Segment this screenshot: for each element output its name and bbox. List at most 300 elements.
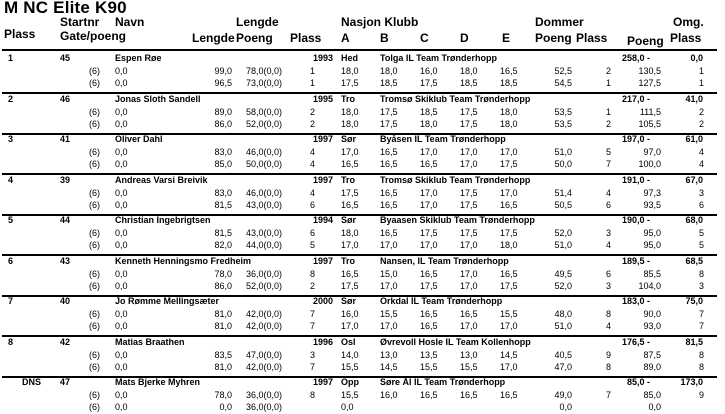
athlete-club: Nansen, IL Team Trønderhopp: [380, 256, 509, 266]
col-a-header: A: [341, 31, 350, 45]
athlete-name: Espen Røe: [115, 53, 162, 63]
round-rank: 7: [698, 321, 704, 331]
judge-d-score: 18,5: [460, 78, 478, 88]
round-rank: 7: [698, 309, 704, 319]
jump-rank: 6: [310, 200, 316, 210]
judge-b-score: 15,5: [380, 309, 398, 319]
judge-c-score: 16,5: [420, 321, 438, 331]
judge-c-score: 15,5: [420, 362, 438, 372]
col-dommer-poeng-header: Poeng: [535, 31, 572, 45]
athlete-points-behind: 68,0: [685, 215, 703, 225]
jump-gate-points: 0,0: [115, 119, 128, 129]
row-divider: [2, 295, 717, 297]
round-points: 130,5: [638, 66, 661, 76]
judge-rank: 9: [606, 350, 612, 360]
athlete-total-points: 85,0 -: [626, 377, 650, 387]
round-points: 111,5: [639, 107, 661, 117]
athlete-rank: 8: [8, 337, 14, 347]
row-divider: [2, 92, 717, 94]
judge-c-score: 17,5: [420, 78, 438, 88]
jump-gate: (6): [89, 200, 100, 210]
judge-c-score: 17,0: [420, 240, 438, 250]
judge-c-score: 17,5: [420, 281, 438, 291]
jump-distance-points: 73,0(0,0): [245, 78, 282, 88]
judge-rank: 7: [606, 390, 612, 400]
judge-d-score: 17,5: [460, 228, 478, 238]
athlete-birth-year: 1997: [313, 175, 334, 185]
round-points: 97,0: [643, 147, 661, 157]
athlete-nation: Hed: [341, 53, 359, 63]
judge-rank: 8: [606, 309, 612, 319]
judge-rank: 4: [606, 321, 612, 331]
jump-rank: 3: [310, 350, 316, 360]
athlete-bib: 39: [60, 175, 71, 185]
col-dommer-header: Dommer: [535, 15, 584, 29]
judge-rank: 4: [606, 188, 612, 198]
jump-gate-points: 0,0: [115, 362, 128, 372]
jump-distance: 81,5: [214, 228, 232, 238]
judge-rank: 1: [606, 107, 612, 117]
judge-rank: 3: [606, 228, 612, 238]
athlete-total-points: 190,0 -: [621, 215, 650, 225]
athlete-bib: 45: [60, 53, 71, 63]
jump-gate-points: 0,0: [115, 281, 128, 291]
athlete-club: Byåsen IL Team Trønderhopp: [380, 134, 506, 144]
round-points: 85,0: [643, 390, 661, 400]
athlete-points-behind: 81,5: [685, 337, 703, 347]
jump-rank: 4: [310, 188, 316, 198]
round-points: 95,0: [643, 228, 661, 238]
judge-c-score: 16,0: [420, 66, 438, 76]
judge-e-score: 18,0: [500, 240, 518, 250]
athlete-club: Tolga IL Team Trønderhopp: [380, 53, 498, 63]
jump-rank: 4: [310, 147, 316, 157]
jump-gate-points: 0,0: [115, 309, 128, 319]
athlete-rank: 7: [8, 296, 14, 306]
col-dommer-plass-header: Plass: [576, 31, 608, 45]
judge-c-score: 13,5: [420, 350, 438, 360]
jump-gate-points: 0,0: [115, 159, 128, 169]
jump-rank: 8: [310, 390, 316, 400]
round-points: 89,0: [643, 362, 661, 372]
athlete-nation: Tro: [341, 94, 356, 104]
jump-distance-points: 52,0(0,0): [245, 119, 282, 129]
judge-d-score: 13,0: [460, 350, 478, 360]
page-title: M NC Elite K90: [4, 0, 127, 17]
round-points: 93,0: [643, 321, 661, 331]
judge-a-score: 18,0: [341, 66, 359, 76]
judge-rank: 6: [606, 200, 612, 210]
athlete-name: Mats Bjerke Myhren: [115, 377, 201, 387]
jump-gate: (6): [89, 228, 100, 238]
judge-d-score: 16,5: [460, 390, 478, 400]
round-rank: 8: [698, 362, 704, 372]
jump-distance: 85,0: [214, 159, 232, 169]
jump-distance-points: 50,0(0,0): [245, 159, 282, 169]
jump-gate: (6): [89, 281, 100, 291]
athlete-name: Matias Braathen: [115, 337, 185, 347]
athlete-rank: 2: [8, 94, 14, 104]
judge-d-score: 17,0: [460, 240, 478, 250]
jump-rank: 2: [310, 119, 316, 129]
athlete-birth-year: 2000: [313, 296, 334, 306]
round-points: 95,0: [643, 240, 661, 250]
col-nasjon-klubb-header: Nasjon Klubb: [341, 15, 419, 29]
jump-distance: 83,5: [214, 350, 232, 360]
judge-a-score: 16,5: [341, 269, 359, 279]
jump-gate-points: 0,0: [115, 66, 128, 76]
col-navn-header: Navn: [115, 15, 145, 29]
jump-distance: 78,0: [214, 269, 232, 279]
judge-d-score: 17,0: [460, 147, 478, 157]
judge-b-score: 17,0: [380, 281, 398, 291]
judge-rank: 2: [606, 66, 612, 76]
jump-gate-points: 0,0: [115, 269, 128, 279]
judge-points: 53,5: [554, 107, 572, 117]
jump-rank: 7: [310, 309, 316, 319]
col-poeng-header: Poeng: [236, 31, 273, 45]
jump-gate: (6): [89, 147, 100, 157]
athlete-bib: 47: [60, 377, 71, 387]
jump-gate: (6): [89, 390, 100, 400]
judge-points: 48,0: [554, 309, 572, 319]
round-points: 85,5: [643, 269, 661, 279]
athlete-rank: 1: [8, 53, 14, 63]
jump-distance: 82,0: [214, 240, 232, 250]
athlete-nation: Sør: [341, 215, 357, 225]
judge-points: 51,0: [554, 321, 572, 331]
athlete-bib: 44: [60, 215, 71, 225]
jump-distance-points: 42,0(0,0): [245, 309, 282, 319]
athlete-club: Byaasen Skiklub Team Trønderhopp: [380, 215, 535, 225]
jump-distance-points: 46,0(0,0): [245, 147, 282, 157]
judge-d-score: 17,5: [460, 200, 478, 210]
jump-distance: 96,5: [214, 78, 232, 88]
jump-gate: (6): [89, 321, 100, 331]
jump-gate: (6): [89, 66, 100, 76]
jump-distance: 81,0: [214, 309, 232, 319]
jump-gate: (6): [89, 188, 100, 198]
judge-e-score: 15,5: [500, 309, 518, 319]
jump-distance-points: 47,0(0,0): [245, 350, 282, 360]
round-rank: 6: [698, 200, 704, 210]
judge-a-score: 18,0: [341, 107, 359, 117]
athlete-name: Jo Rømme Mellingsæter: [115, 296, 220, 306]
jump-distance: 81,0: [214, 362, 232, 372]
jump-distance: 86,0: [214, 281, 232, 291]
judge-b-score: 17,5: [380, 119, 398, 129]
judge-d-score: 17,5: [460, 188, 478, 198]
jump-gate-points: 0,0: [115, 200, 128, 210]
round-points: 90,0: [643, 309, 661, 319]
judge-d-score: 17,5: [460, 119, 478, 129]
judge-c-score: 16,5: [420, 269, 438, 279]
athlete-birth-year: 1997: [313, 134, 334, 144]
col-plass-hopp-header: Plass: [290, 31, 322, 45]
judge-b-score: 16,5: [380, 200, 398, 210]
athlete-total-points: 191,0 -: [621, 175, 650, 185]
judge-d-score: 17,0: [460, 159, 478, 169]
jump-gate-points: 0,0: [115, 240, 128, 250]
athlete-points-behind: 68,5: [685, 256, 703, 266]
jump-distance-points: 46,0(0,0): [245, 188, 282, 198]
jump-gate-points: 0,0: [115, 188, 128, 198]
round-points: 97,3: [643, 188, 661, 198]
judge-b-score: 17,0: [380, 240, 398, 250]
judge-e-score: 16,5: [500, 66, 518, 76]
judge-e-score: 18,5: [500, 78, 518, 88]
judge-points: 52,5: [554, 66, 572, 76]
judge-b-score: 16,5: [380, 228, 398, 238]
round-rank: 4: [698, 147, 704, 157]
athlete-total-points: 197,0 -: [621, 134, 650, 144]
judge-b-score: 16,5: [380, 159, 398, 169]
judge-points: 47,0: [554, 362, 572, 372]
jump-gate: (6): [89, 159, 100, 169]
col-omg-plass-header: Plass: [670, 31, 702, 45]
judge-a-score: 17,5: [341, 78, 359, 88]
judge-e-score: 17,0: [500, 362, 518, 372]
row-divider: [2, 133, 717, 135]
judge-b-score: 15,0: [380, 269, 398, 279]
jump-distance-points: 43,0(0,0): [245, 228, 282, 238]
jump-distance-points: 58,0(0,0): [245, 107, 282, 117]
judge-d-score: 17,5: [460, 107, 478, 117]
athlete-rank: 4: [8, 175, 14, 185]
row-divider: [2, 173, 717, 175]
judge-points: 40,5: [554, 350, 572, 360]
jump-gate-points: 0,0: [115, 390, 128, 400]
round-rank: 5: [698, 240, 704, 250]
judge-points: 49,5: [554, 269, 572, 279]
athlete-rank: 5: [8, 215, 14, 225]
judge-a-score: 17,5: [341, 281, 359, 291]
round-points: 87,5: [643, 350, 661, 360]
round-rank: 4: [698, 159, 704, 169]
jump-gate: (6): [89, 269, 100, 279]
jump-gate: (6): [89, 107, 100, 117]
jump-rank: 6: [310, 228, 316, 238]
judge-b-score: 13,0: [380, 350, 398, 360]
athlete-nation: Tro: [341, 175, 356, 185]
jump-distance: 89,0: [214, 107, 232, 117]
judge-points: 50,5: [554, 200, 572, 210]
judge-rank: 2: [606, 119, 612, 129]
jump-distance-points: 78,0(0,0): [245, 66, 282, 76]
judge-b-score: 16,5: [380, 188, 398, 198]
jump-gate-points: 0,0: [115, 228, 128, 238]
judge-b-score: 16,0: [380, 390, 398, 400]
athlete-club: Tromsø Skiklub Team Trønderhopp: [380, 175, 531, 185]
judge-a-score: 18,0: [341, 228, 359, 238]
judge-e-score: 16,5: [500, 200, 518, 210]
athlete-club: Tromsø Skiklub Team Trønderhopp: [380, 94, 531, 104]
athlete-rank: 6: [8, 256, 14, 266]
jump-distance: 0,0: [219, 402, 232, 412]
athlete-name: Kenneth Henningsmo Fredheim: [115, 256, 252, 266]
athlete-bib: 46: [60, 94, 71, 104]
judge-c-score: 17,5: [420, 228, 438, 238]
round-rank: 2: [698, 107, 704, 117]
round-rank: 8: [698, 269, 704, 279]
athlete-name: Andreas Varsi Breivik: [115, 175, 208, 185]
col-plass-header: Plass: [4, 27, 36, 41]
jump-gate-points: 0,0: [115, 402, 128, 412]
round-points: 100,0: [638, 159, 661, 169]
round-rank: 3: [698, 281, 704, 291]
jump-distance-points: 52,0(0,0): [245, 281, 282, 291]
round-rank: 3: [698, 188, 704, 198]
judge-rank: 3: [606, 281, 612, 291]
judge-b-score: 17,0: [380, 321, 398, 331]
jump-gate: (6): [89, 119, 100, 129]
judge-e-score: 14,5: [500, 350, 518, 360]
judge-c-score: 18,0: [420, 119, 438, 129]
jump-rank: 7: [310, 321, 316, 331]
round-rank: 1: [698, 78, 704, 88]
athlete-points-behind: 61,0: [685, 134, 703, 144]
judge-b-score: 14,5: [380, 362, 398, 372]
judge-a-score: 17,5: [341, 188, 359, 198]
row-divider: [2, 335, 717, 337]
athlete-name: Jonas Sloth Sandell: [115, 94, 201, 104]
judge-e-score: 18,0: [500, 107, 518, 117]
row-divider: [2, 254, 717, 256]
judge-b-score: 18,0: [380, 66, 398, 76]
jump-distance: 83,0: [214, 188, 232, 198]
judge-d-score: 17,0: [460, 281, 478, 291]
round-points: 104,0: [638, 281, 661, 291]
jump-distance-points: 43,0(0,0): [245, 200, 282, 210]
jump-gate-points: 0,0: [115, 147, 128, 157]
judge-c-score: 17,0: [420, 188, 438, 198]
judge-points: 50,0: [554, 159, 572, 169]
athlete-nation: Opp: [341, 377, 359, 387]
judge-rank: 4: [606, 240, 612, 250]
judge-c-score: 17,0: [420, 147, 438, 157]
jump-gate: (6): [89, 309, 100, 319]
athlete-bib: 40: [60, 296, 71, 306]
judge-a-score: 0,0: [341, 402, 354, 412]
header-divider: [2, 49, 717, 51]
judge-rank: 8: [606, 362, 612, 372]
round-rank: 8: [698, 350, 704, 360]
col-d-header: D: [460, 31, 469, 45]
athlete-total-points: 189,5 -: [621, 256, 650, 266]
athlete-rank: DNS: [22, 377, 42, 387]
round-rank: 9: [698, 390, 704, 400]
judge-b-score: 18,5: [380, 78, 398, 88]
jump-rank: 2: [310, 107, 316, 117]
jump-gate: (6): [89, 402, 100, 412]
row-divider: [2, 214, 717, 216]
jump-rank: 4: [310, 159, 316, 169]
col-e-header: E: [502, 31, 511, 45]
athlete-points-behind: 173,0: [680, 377, 703, 387]
jump-rank: 1: [310, 66, 316, 76]
judge-c-score: 17,0: [420, 200, 438, 210]
athlete-club: Søre Ål IL Team Trønderhopp: [380, 377, 506, 387]
judge-rank: 1: [606, 78, 612, 88]
judge-points: 49,0: [554, 390, 572, 400]
judge-b-score: 16,5: [380, 147, 398, 157]
col-b-header: B: [380, 31, 389, 45]
col-gate-poeng-header: Gate/poeng: [60, 29, 127, 43]
jump-distance-points: 44,0(0,0): [245, 240, 282, 250]
judge-rank: 6: [606, 269, 612, 279]
jump-distance-points: 36,0(0,0): [245, 390, 282, 400]
round-points: 127,5: [638, 78, 661, 88]
judge-points: 51,4: [554, 188, 572, 198]
judge-a-score: 17,0: [341, 321, 359, 331]
athlete-name: Christian Ingebrigtsen: [115, 215, 211, 225]
athlete-total-points: 217,0 -: [621, 94, 650, 104]
judge-rank: 7: [606, 159, 612, 169]
judge-e-score: 17,5: [500, 281, 518, 291]
judge-e-score: 17,0: [500, 147, 518, 157]
judge-e-score: 17,5: [500, 159, 518, 169]
jump-distance: 81,0: [214, 321, 232, 331]
round-points: 105,5: [638, 119, 661, 129]
jump-rank: 8: [310, 269, 316, 279]
judge-a-score: 17,0: [341, 240, 359, 250]
jump-distance: 78,0: [214, 390, 232, 400]
jump-rank: 2: [310, 281, 316, 291]
athlete-birth-year: 1993: [313, 53, 334, 63]
jump-distance: 81,5: [214, 200, 232, 210]
athlete-total-points: 176,5 -: [621, 337, 650, 347]
athlete-bib: 43: [60, 256, 71, 266]
judge-e-score: 16,5: [500, 390, 518, 400]
round-points: 93,5: [643, 200, 661, 210]
athlete-birth-year: 1995: [313, 94, 334, 104]
judge-points: 51,0: [554, 147, 572, 157]
judge-a-score: 15,5: [341, 362, 359, 372]
jump-distance-points: 42,0(0,0): [245, 321, 282, 331]
round-rank: 5: [698, 228, 704, 238]
jump-gate: (6): [89, 350, 100, 360]
judge-b-score: 17,5: [380, 107, 398, 117]
judge-points: 0,0: [559, 402, 572, 412]
judge-c-score: 18,5: [420, 107, 438, 117]
judge-a-score: 16,0: [341, 309, 359, 319]
judge-a-score: 15,5: [341, 390, 359, 400]
athlete-bib: 42: [60, 337, 71, 347]
judge-d-score: 17,0: [460, 321, 478, 331]
col-c-header: C: [420, 31, 429, 45]
athlete-points-behind: 41,0: [685, 94, 703, 104]
jump-distance-points: 42,0(0,0): [245, 362, 282, 372]
judge-d-score: 18,0: [460, 66, 478, 76]
jump-rank: 1: [310, 78, 316, 88]
athlete-name: Oliver Dahl: [115, 134, 163, 144]
judge-points: 51,0: [554, 240, 572, 250]
jump-distance: 99,0: [214, 66, 232, 76]
athlete-birth-year: 1997: [313, 377, 334, 387]
athlete-nation: Sør: [341, 296, 357, 306]
judge-e-score: 16,5: [500, 269, 518, 279]
athlete-points-behind: 0,0: [690, 53, 703, 63]
jump-gate: (6): [89, 78, 100, 88]
jump-gate-points: 0,0: [115, 321, 128, 331]
jump-rank: 5: [310, 240, 316, 250]
athlete-total-points: 183,0 -: [621, 296, 650, 306]
jump-gate-points: 0,0: [115, 107, 128, 117]
round-points: 0,0: [648, 402, 661, 412]
judge-e-score: 17,0: [500, 321, 518, 331]
athlete-birth-year: 1996: [313, 337, 334, 347]
athlete-birth-year: 1997: [313, 256, 334, 266]
